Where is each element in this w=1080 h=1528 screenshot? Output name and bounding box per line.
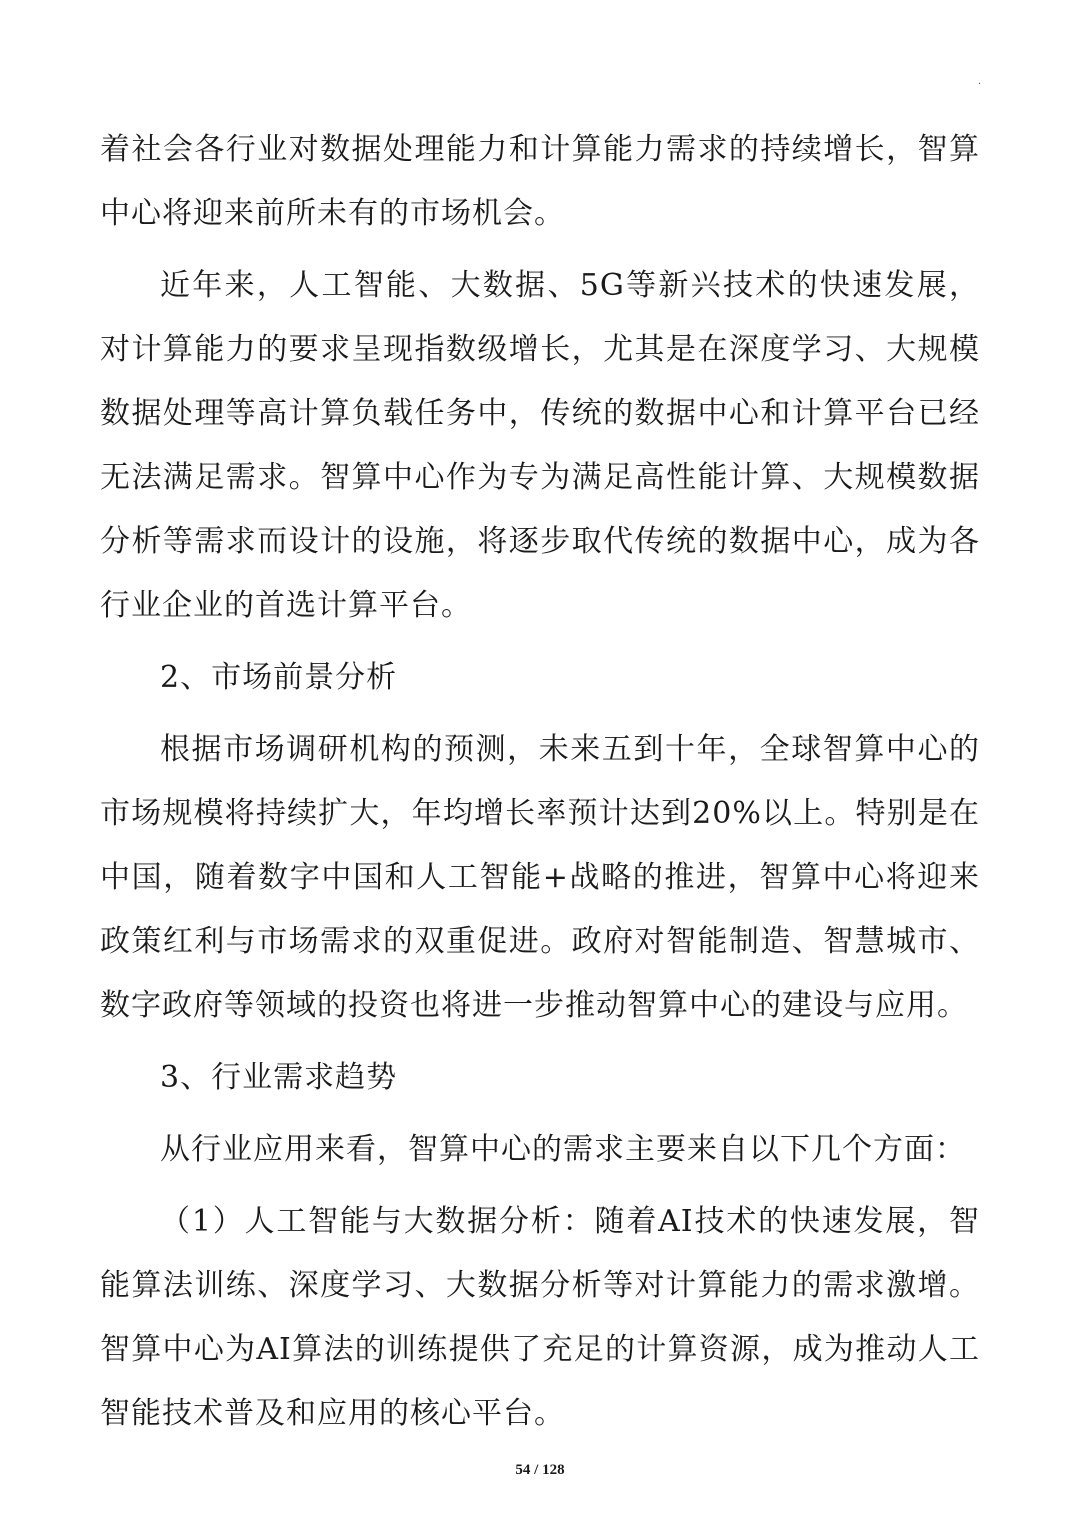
paragraph-ai-bigdata: （1）人工智能与大数据分析：随着AI技术的快速发展，智能算法训练、深度学习、大数据分析等对计算能力的需求激增。智算中心为AI算法的训练提供了充足的计算资源，成为推动人工智能技术普及和应用的核心平台。 [100, 1204, 980, 1431]
paragraph-tech-development: 近年来，人工智能、大数据、5G等新兴技术的快速发展，对计算能力的要求呈现指数级增长，尤其是在深度学习、大规模数据处理等高计算负载任务中，传统的数据中心和计算平台已经无法满足需求。智算中心作为专为满足高性能计算、大规模数据分析等需求而设计的设施，将逐步取代传统的数据中心，成为各行业企业的首选计算平台。 [100, 268, 980, 623]
section-heading-industry-demand: 3、行业需求趋势 [160, 1060, 398, 1095]
paragraph-demand-intro: 从行业应用来看，智算中心的需求主要来自以下几个方面： [160, 1132, 966, 1167]
document-body [100, 118, 980, 1446]
corner-mark: · [978, 79, 982, 90]
paragraph-market-forecast: 根据市场调研机构的预测，未来五到十年，全球智算中心的市场规模将持续扩大，年均增长率预计达到20%以上。特别是在中国，随着数字中国和人工智能+战略的推进，智算中心将迎来政策红利与市场需求的双重促进。政府对智能制造、智慧城市、数字政府等领域的投资也将进一步推动智算中心的建设与应用。 [100, 732, 980, 1023]
paragraph-continuation: 着社会各行业对数据处理能力和计算能力需求的持续增长，智算中心将迎来前所未有的市场机会。 [100, 132, 980, 231]
page-number: 54 / 128 [515, 1462, 565, 1478]
section-heading-market-outlook: 2、市场前景分析 [160, 660, 398, 695]
